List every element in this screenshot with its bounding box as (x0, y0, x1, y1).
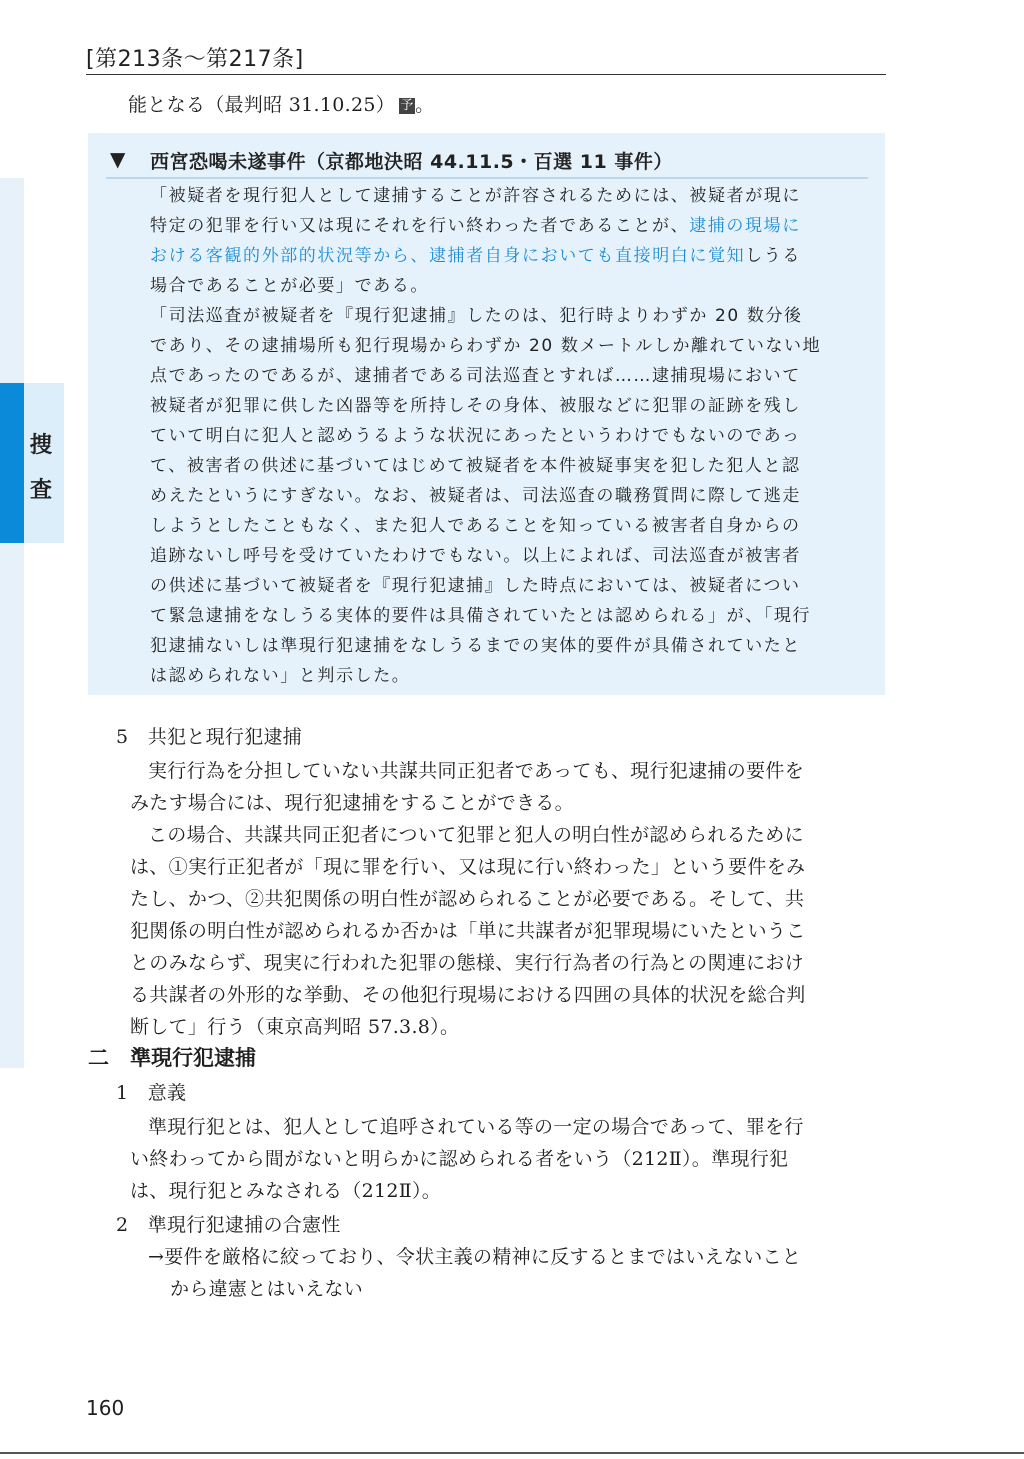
body-line: 実行行為を分担していない共謀共同正犯者であっても、現行犯逮捕の要件を (148, 760, 805, 782)
body-line: みたす場合には、現行犯逮捕をすることができる。 (130, 792, 574, 814)
triangle-marker-icon: ▼ (110, 147, 126, 171)
case-line: 追跡ないし呼号を受けていたわけでもない。以上によれば、司法巡査が被害者 (150, 546, 801, 566)
side-tab-char: 捜 (30, 433, 53, 458)
bottom-rule (0, 1452, 1024, 1454)
header-title: [第213条〜第217条] (86, 47, 304, 72)
case-line: て緊急逮捕をなしうる実体的要件は具備されていたとは認められる」が、「現行 (150, 606, 812, 626)
highlight-text: 逮捕の現場に (689, 216, 801, 236)
case-line: 点であったのであるが、逮捕者である司法巡査とすれば……逮捕現場において (150, 366, 801, 386)
case-line: 特定の犯罪を行い又は現にそれを行い終わった者であることが、逮捕の現場に (150, 216, 801, 236)
case-line: 「被疑者を現行犯人として逮捕することが許容されるためには、被疑者が現に (150, 186, 801, 206)
body-line: →要件を厳格に絞っており、令状主義の精神に反するとまではいえないこと (148, 1246, 802, 1268)
case-line: ていて明白に犯人と認めうるような状況にあったというわけでもないのであっ (150, 426, 801, 446)
body-line: 断して」行う（東京高判昭 57.3.8）。 (130, 1016, 460, 1038)
case-line: しようとしたこともなく、また犯人であることを知っている被害者自身からの (150, 516, 801, 536)
case-line: めえたというにすぎない。なお、被疑者は、司法巡査の職務質問に際して逃走 (150, 486, 801, 506)
section-5-heading: 5 共犯と現行犯逮捕 (116, 726, 303, 748)
intro-text: 能となる（最判昭 31.10.25） (128, 94, 396, 116)
body-line: は、現行犯とみなされる（212Ⅱ）。 (130, 1180, 442, 1202)
side-index-tab (0, 383, 64, 543)
yo-badge: 予 (400, 98, 414, 113)
case-line: おける客観的外部的状況等から、逮捕者自身においても直接明白に覚知しうる (150, 246, 802, 266)
highlight-text: おける客観的外部的状況等から、逮捕者自身においても直接明白に覚知 (150, 246, 746, 266)
body-line: から違憲とはいえない (170, 1278, 364, 1300)
case-line: て、被害者の供述に基づいてはじめて被疑者を本件被疑事実を犯した犯人と認 (150, 456, 801, 476)
side-tab-accent-bar (0, 383, 24, 543)
subsection-heading: 2 準現行犯逮捕の合憲性 (116, 1214, 341, 1236)
running-header (86, 40, 886, 75)
section-heading: 二 準現行犯逮捕 (88, 1046, 256, 1070)
case-line: 被疑者が犯罪に供した凶器等を所持しその身体、被服などに犯罪の証跡を残し (150, 396, 801, 416)
case-line: であり、その逮捕場所も犯行現場からわずか 20 数メートルしか離れていない地 (150, 336, 822, 356)
case-box (88, 133, 885, 695)
intro-line (128, 90, 434, 117)
body-line: い終わってから間がないと明らかに認められる者をいう（212Ⅱ）。準現行犯 (130, 1148, 789, 1170)
case-line: 場合であることが必要」である。 (150, 276, 429, 296)
body-line: は、①実行正犯者が「現に罪を行い、又は現に行い終わった」という要件をみ (130, 856, 806, 878)
page-number: 160 (86, 1396, 125, 1420)
body-line: 準現行犯とは、犯人として追呼されている等の一定の場合であって、罪を行 (148, 1116, 804, 1138)
subsection-heading: 1 意義 (116, 1082, 187, 1104)
side-tab-char: 査 (30, 478, 53, 503)
intro-tail: 。 (415, 94, 435, 116)
case-box-title (106, 145, 868, 179)
left-margin-strip (0, 178, 24, 1068)
body-line: とのみならず、現実に行われた犯罪の態様、実行行為者の行為との関連におけ (130, 952, 804, 974)
case-line: の供述に基づいて被疑者を『現行犯逮捕』した時点においては、被疑者につい (150, 576, 801, 596)
case-line: 犯逮捕ないしは準現行犯逮捕をなしうるまでの実体的要件が具備されていたと (150, 636, 801, 656)
case-line: は認められない」と判示した。 (150, 666, 411, 686)
case-title: 西宮恐喝未遂事件（京都地決昭 44.11.5・百選 11 事件） (150, 151, 673, 173)
body-line: 犯関係の明白性が認められるか否かは「単に共謀者が犯罪現場にいたというこ (130, 920, 806, 942)
case-line: 「司法巡査が被疑者を『現行犯逮捕』したのは、犯行時よりわずか 20 数分後 (150, 306, 803, 326)
body-line: る共謀者の外形的な挙動、その他犯行現場における四囲の具体的状況を総合判 (130, 984, 806, 1006)
body-line: この場合、共謀共同正犯者について犯罪と犯人の明白性が認められるために (148, 824, 804, 846)
body-line: たし、かつ、②共犯関係の明白性が認められることが必要である。そして、共 (130, 888, 805, 910)
